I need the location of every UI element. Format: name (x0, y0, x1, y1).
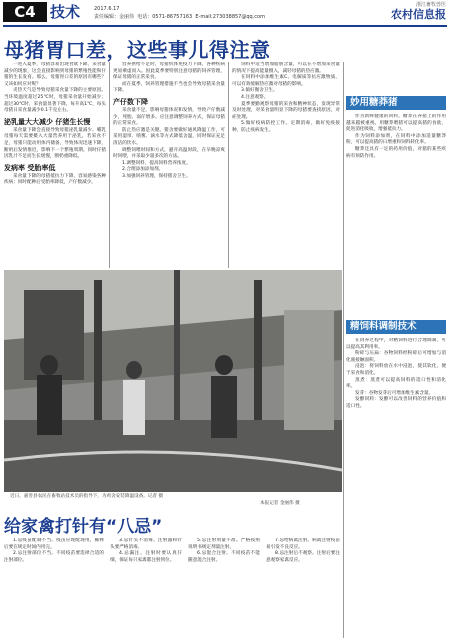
paragraph: 浸泡：将饲料放在水中浸泡，使其软化，便于采食和消化。 (346, 364, 446, 376)
paragraph: 发酵饲料：发酵可以改善饲料的营养价值和适口性。 (346, 397, 446, 409)
paragraph: 夏季要勤观察母猪的采食和精神状态，发现异常及时处理，对采食量明显下降的母猪要查找原因，对症处理。 (232, 101, 340, 120)
paragraph: 6.忌混合注射。不同疫苗不能随意混合注射。 (188, 551, 260, 563)
subheading: 泌乳量大大减少 仔猪生长慢 (4, 117, 91, 126)
masthead-ad: 浙江畜牧兽医 (415, 2, 446, 8)
paragraph: 作为新鲜健康的饲料，糖莽在养猪上的作用越来越被重视。用糖莽喂猪可以提高猪的食欲，促进消化吸收，增强抵抗力。 (346, 114, 446, 133)
paragraph: 4.忌漏注。注射时要认真仔细，保证每只家禽都注射到位。 (110, 551, 182, 563)
paragraph: 糖莽还具有一定的药用价值，对猪的某些疾病有预防作用。 (346, 146, 446, 159)
paragraph: 8.忌注射后不观察。注射后要注意观察家禽反应。 (266, 551, 340, 563)
article2-column-2 (110, 538, 182, 638)
paragraph: 饲料中适当增加脂肪含量，可以在不增加采食量的情况下提高能量摄入，减轻母猪的热应激。 (232, 62, 340, 74)
paragraph: 1.调整饲料，提高饲料营养浓度。 (122, 160, 191, 166)
article2-column-4 (266, 538, 340, 638)
column-divider (109, 62, 110, 268)
sidebar-heading-1: 妙用糖莽猪 (346, 96, 446, 110)
headline-poultry-injection: 给家禽打针有“八忌” (4, 517, 163, 537)
paragraph: 在饲养过程中，对精饲料进行合理调制，可以提高其利用率。 (346, 338, 446, 350)
paragraph: 3.忌针头不消毒。注射器和针头要严格消毒。 (110, 538, 182, 550)
paragraph: 调整饲喂时间和方式，避开高温时段，在早晚凉爽时饲喂，并采取少量多次的方法。 (113, 147, 225, 160)
paragraph: 而在夏季，饲养管理措施不当也会导致母猪采食量下降。 (113, 81, 225, 94)
paragraph: 2.合理添加添加剂。 (122, 167, 164, 173)
paragraph: 作为饲料添加剂，在饲料中添加适量糖莽粉，可以提高猪的日增重和饲料转化率。 (346, 133, 446, 146)
paragraph: 粉碎与压扁：谷物饲料经粉碎后可增加与消化液接触面积。 (346, 351, 446, 363)
photo-credit: 本报记者 金丽伟 摄 (260, 501, 300, 506)
paragraph: 采食量下降会直接导致母猪泌乳量减少。哺乳母猪每天需要摄入大量营养用于泌乳，若采食不足，母猪只能动用体内储备，导致体况迅速下降，断奶后发情推迟，影响下一个繁殖周期。同时仔猪因乳汁不足而生长缓慢，断奶重降低。 (4, 127, 106, 160)
article1-column-3 (232, 62, 340, 268)
section-title: 技术 (50, 3, 81, 21)
editor-email: E-mail:273038857@qq.com (195, 14, 265, 20)
paragraph: 蒸煮：蒸煮可以提高饲料的适口性和消化率。 (346, 377, 446, 390)
paragraph: 3.搞好圈舍卫生。 (241, 88, 278, 94)
paragraph: 1.忌疫苗配制不当。疫苗应现配现用，稀释后要在规定时间内用完。 (4, 538, 104, 550)
paragraph: 采食量不足，影响母猪体况和发情，导致产仔数减少，死胎、弱仔增多。应注意调整饲养方式，保证母猪的正常采食。 (113, 107, 225, 127)
page-number: C4 (3, 2, 47, 22)
article2-column-3 (188, 538, 260, 638)
paragraph: 3.加强饲养管理，保持猪舍卫生。 (122, 173, 191, 179)
paragraph: 营养供给不足时，母猪机体免疫力下降，各种疾病更易乘虚而入。因此夏季要特别注意母猪的饲养管理，保证母猪的正常采食。 (113, 62, 225, 81)
editor-phone: 电话：0571-86757163 (137, 14, 193, 20)
masthead (380, 2, 446, 22)
editor-line (94, 14, 265, 20)
column-divider (228, 62, 229, 268)
article2-column-1 (4, 538, 104, 638)
paragraph: 防止热应激是关键。猪舍要做好通风降温工作，可采用湿帘、喷雾、滴水等方式降低舍温，同时保证充足清洁的饮水。 (113, 127, 225, 146)
photo-caption: 近日，嘉善县农民在畜牧站技术员的指导下，为鸡舍安装降温设备。记者 摄 (10, 494, 164, 499)
subheading: 产仔数下降 (113, 97, 148, 106)
paragraph: 一进入夏季，母猪容易出现食欲下降、采食量减少的现象，这会直接影响到母猪的繁殖性能和仔猪的生长发育。那么，母猪胃口差的原因有哪些？又该如何应对呢？ (4, 62, 106, 87)
paragraph: 2.忌注射部位不当。不同疫苗要选择合适的注射部位。 (4, 551, 104, 563)
editor-name: 责任编辑：金丽伟 (94, 14, 135, 20)
sidebar-article-1 (346, 114, 446, 314)
paragraph: 4.注意观察。 (241, 94, 269, 100)
photo-barn-workers (4, 270, 342, 492)
paragraph: 炎热天气是导致母猪采食量下降的主要原因。当环境温度超过25℃时，母猪采食量开始减少；超过30℃时，采食量显著下降，每升高1℃，每头母猪日采食量减少0.1千克左右。 (4, 88, 106, 114)
article1-column-2 (113, 62, 225, 268)
headline-sow-appetite: 母猪胃口差，这些事儿得注意 (4, 38, 271, 62)
sidebar-heading-2: 精饲料调制技术 (346, 320, 446, 334)
sidebar-article-2 (346, 338, 446, 636)
news-photo (4, 270, 342, 492)
paragraph: 5.忌注射剂量不准。严格按照说明书规定剂量注射。 (188, 538, 260, 550)
column-divider (343, 62, 344, 638)
paragraph: 7.忌给病禽注射。病禽注射疫苗易引发不良反应。 (266, 538, 340, 550)
article1-column-1 (4, 62, 106, 268)
paragraph: 发芽：谷物发芽后可增加维生素含量。 (355, 390, 434, 396)
paragraph: 采食量下降的母猪抵抗力下降，容易感染各种疾病；同时配种后受胎率降低，产仔数减少。 (4, 173, 106, 186)
paragraph: 5.做好疫病防控工作。定期消毒，做好免疫接种，防止疫病发生。 (232, 121, 340, 133)
paragraph: 在饲料中添加维生素C、电解质等抗应激物质，可以有效缓解热应激对母猪的影响。 (232, 75, 340, 87)
header-rule (3, 25, 447, 27)
subheading: 发病率 受胎率低 (4, 163, 56, 172)
issue-date: 2017.6.17 (94, 6, 120, 12)
newspaper-name: 农村信息报 (391, 8, 446, 21)
